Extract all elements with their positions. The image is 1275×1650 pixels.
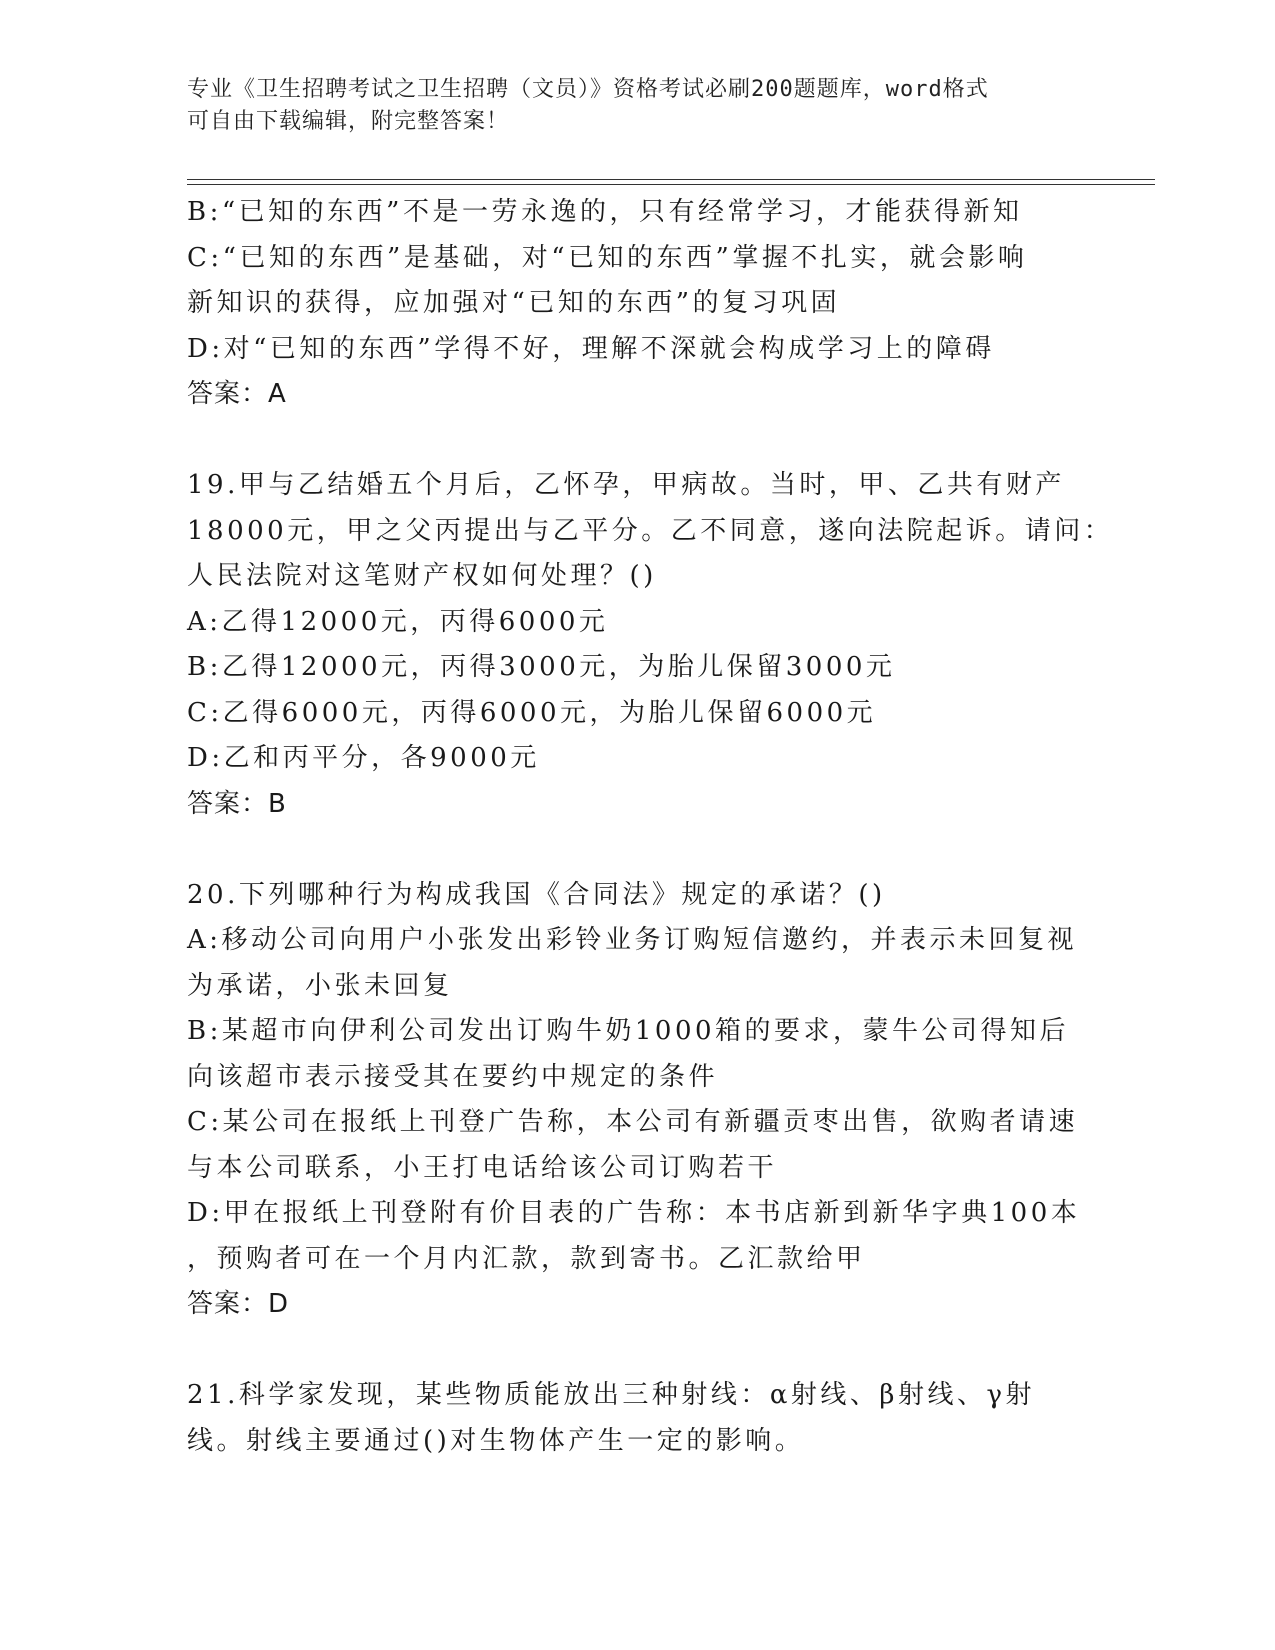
- q20-option-d-line-2: ，预购者可在一个月内汇款，款到寄书。乙汇款给甲: [187, 1243, 866, 1274]
- q21-stem-line-2: 线。射线主要通过()对生物体产生一定的影响。: [187, 1425, 805, 1456]
- question-18-tail: [187, 190, 1087, 418]
- q19-stem-line-2: 18000元，甲之父丙提出与乙平分。乙不同意，遂向法院起诉。请问：: [187, 515, 1114, 546]
- q19-option-a: A:乙得12000元，丙得6000元: [187, 606, 609, 637]
- q19-option-d: D:乙和丙平分，各9000元: [187, 743, 540, 773]
- q19-answer: 答案：B: [187, 788, 287, 819]
- header-divider-top: [187, 179, 1155, 180]
- q20-option-b-line-1: B:某超市向伊利公司发出订购牛奶1000箱的要求，蒙牛公司得知后: [187, 1016, 1070, 1046]
- q18-option-c-line-1: C:“已知的东西”是基础，对“已知的东西”掌握不扎实，就会影响: [187, 242, 1028, 273]
- q19-option-b: B:乙得12000元，丙得3000元，为胎儿保留3000元: [187, 652, 896, 682]
- q21-stem-line-1: 21.科学家发现，某些物质能放出三种射线：α射线、β射线、γ射: [187, 1380, 1035, 1410]
- q18-option-c-line-2: 新知识的获得，应加强对“已知的东西”的复习巩固: [187, 288, 841, 318]
- q20-option-a-line-2: 为承诺，小张未回复: [187, 970, 453, 1001]
- q18-option-d: D:对“已知的东西”学得不好，理解不深就会构成学习上的障碍: [187, 333, 995, 364]
- q20-option-a-line-1: A:移动公司向用户小张发出彩铃业务订购短信邀约，并表示未回复视: [187, 925, 1078, 955]
- question-content: [187, 190, 1114, 1464]
- question-20: [187, 873, 1087, 1328]
- header-divider-bottom: [187, 184, 1155, 185]
- q20-stem: 20.下列哪种行为构成我国《合同法》规定的承诺？(): [187, 879, 886, 910]
- q19-stem-line-1: 19.甲与乙结婚五个月后，乙怀孕，甲病故。当时，甲、乙共有财产: [187, 470, 1065, 500]
- q18-answer: 答案：A: [187, 379, 287, 409]
- header-line-2: 可自由下载编辑，附完整答案！: [187, 109, 510, 134]
- question-19: [187, 463, 1114, 827]
- q20-option-b-line-2: 向该超市表示接受其在要约中规定的条件: [187, 1061, 719, 1092]
- question-21: [187, 1373, 1087, 1464]
- q18-option-b: B:“已知的东西”不是一劳永逸的，只有经常学习，才能获得新知: [187, 197, 1023, 227]
- q19-stem-line-3: 人民法院对这笔财产权如何处理？(): [187, 561, 657, 591]
- q20-option-c-line-2: 与本公司联系，小王打电话给该公司订购若干: [187, 1152, 778, 1183]
- q20-option-d-line-1: D:甲在报纸上刊登附有价目表的广告称：本书店新到新华字典100本: [187, 1198, 1081, 1228]
- document-header: [187, 74, 1087, 138]
- header-line-1: 专业《卫生招聘考试之卫生招聘（文员）》资格考试必刷200题题库，word格式: [187, 77, 989, 102]
- q20-answer: 答案：D: [187, 1289, 290, 1319]
- q20-option-c-line-1: C:某公司在报纸上刊登广告称，本公司有新疆贡枣出售，欲购者请速: [187, 1107, 1079, 1137]
- q19-option-c: C:乙得6000元，丙得6000元，为胎儿保留6000元: [187, 697, 877, 728]
